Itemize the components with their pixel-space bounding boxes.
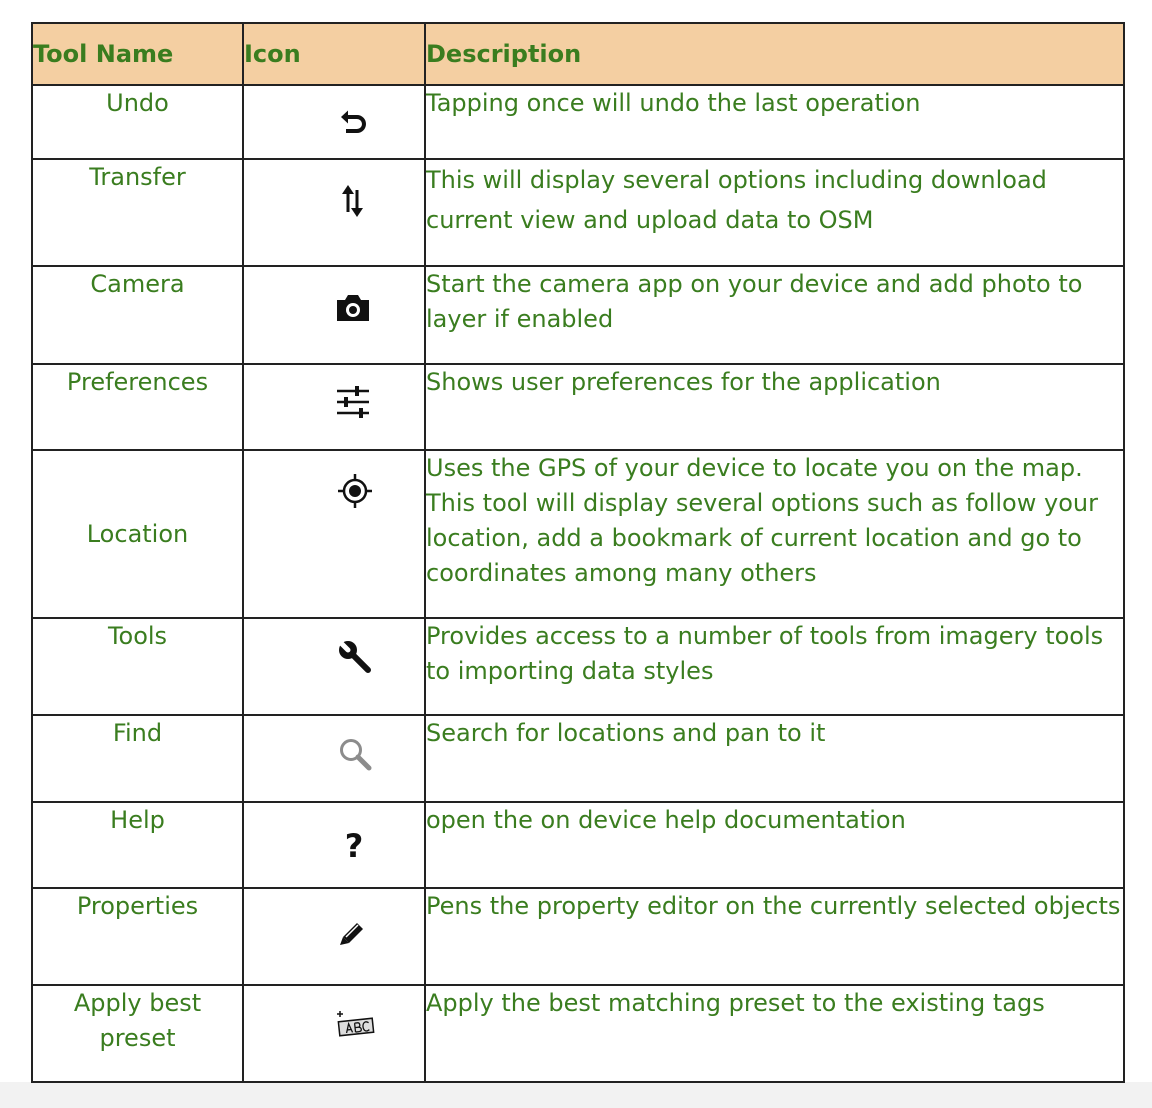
table-row — [32, 715, 1124, 802]
tool-name: Camera — [32, 266, 243, 364]
tool-description: Search for locations and pan to it — [425, 715, 1124, 802]
tool-name: Apply best preset — [32, 985, 243, 1082]
tool-name: Help — [32, 802, 243, 888]
header-tool-name: Tool Name — [32, 23, 243, 85]
table-row — [32, 985, 1124, 1082]
table-row — [32, 888, 1124, 985]
wrench-icon — [337, 639, 373, 675]
table-row — [32, 159, 1124, 266]
tool-description: Tapping once will undo the last operation — [425, 85, 1124, 159]
table-header-row — [32, 23, 1124, 85]
tool-description: Provides access to a number of tools from imagery tools to importing data styles — [425, 618, 1124, 715]
tool-description: open the on device help documentation — [425, 802, 1124, 888]
tools-table — [31, 22, 1125, 1083]
tool-description: Start the camera app on your device and add photo to layer if enabled — [425, 266, 1124, 364]
abc-tag-icon — [336, 1008, 376, 1038]
header-description: Description — [425, 23, 1124, 85]
search-icon — [337, 736, 373, 772]
pencil-icon — [337, 915, 369, 947]
table-row — [32, 85, 1124, 159]
tool-description: Shows user preferences for the application — [425, 364, 1124, 450]
table-row — [32, 802, 1124, 888]
page-bottom-strip — [0, 1082, 1152, 1108]
undo-icon — [337, 106, 369, 138]
transfer-icon — [337, 182, 369, 220]
header-icon: Icon — [243, 23, 425, 85]
table-row — [32, 364, 1124, 450]
preferences-icon — [335, 385, 371, 419]
tool-description: Apply the best matching preset to the existing tags — [425, 985, 1124, 1082]
tool-description: Pens the property editor on the currently selected objects — [425, 888, 1124, 985]
camera-icon — [335, 293, 371, 323]
svg-text:?: ? — [344, 827, 364, 863]
tool-name: Transfer — [32, 159, 243, 266]
tool-name: Tools — [32, 618, 243, 715]
tool-name: Location — [32, 450, 243, 618]
table-row — [32, 618, 1124, 715]
tool-name: Preferences — [32, 364, 243, 450]
location-icon — [337, 473, 373, 509]
tool-description: Uses the GPS of your device to locate you on the map. This tool will display several options such as follow your location, add a bookmark of current location and go to coordinates among many others — [425, 450, 1124, 618]
tool-name: Properties — [32, 888, 243, 985]
help-icon — [339, 827, 369, 863]
tool-name: Undo — [32, 85, 243, 159]
tool-name: Find — [32, 715, 243, 802]
table-row — [32, 266, 1124, 364]
tool-description: This will display several options including download current view and upload data to OSM — [425, 159, 1124, 266]
table-row — [32, 450, 1124, 618]
